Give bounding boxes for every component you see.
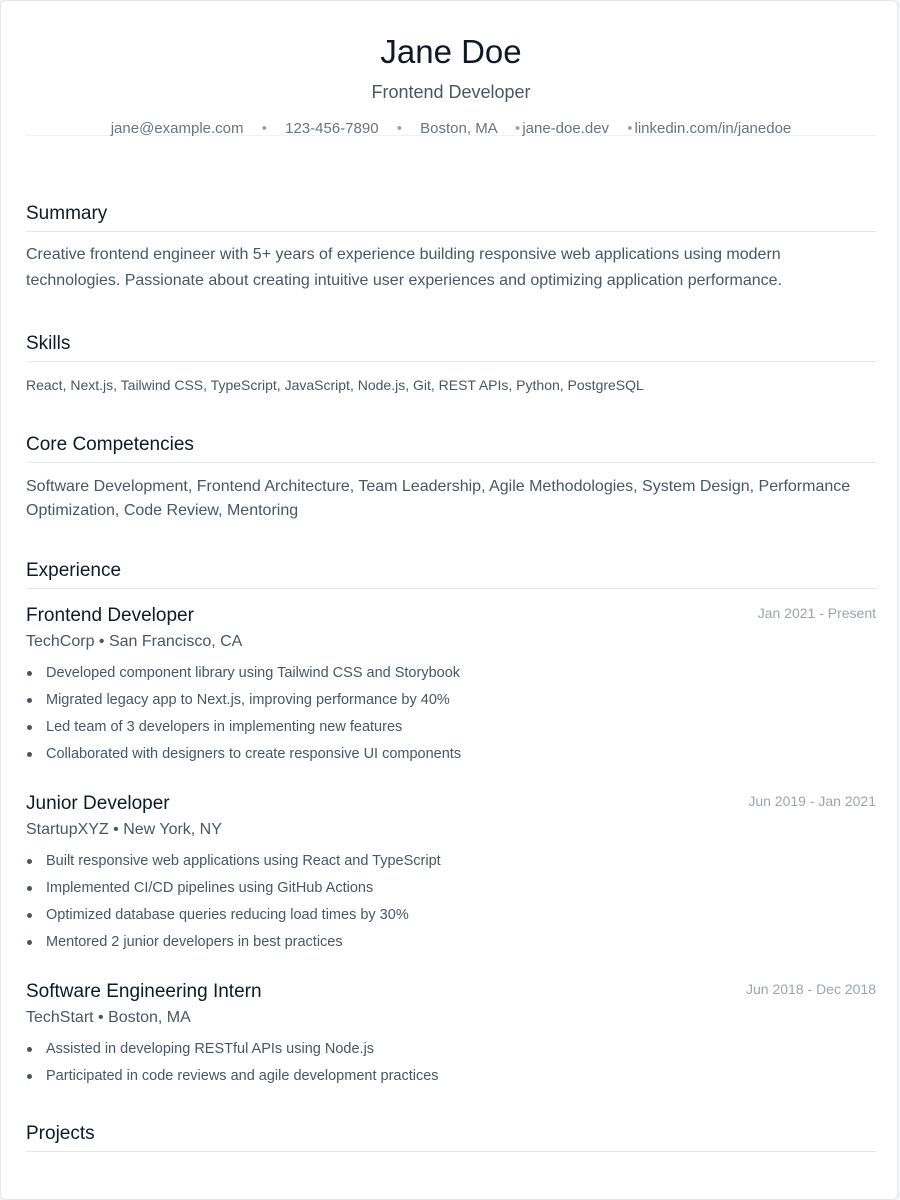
bullet-item — [26, 660, 876, 687]
bullet-text: Collaborated with designers to create responsive UI components — [46, 746, 462, 762]
bullet-dot — [27, 940, 32, 945]
section-title: Skills — [26, 331, 876, 362]
section-title: Experience — [26, 558, 876, 589]
bullet-text: Built responsive web applications using React and TypeScript — [46, 853, 441, 869]
bullet-item — [26, 1063, 876, 1090]
contact-separator: • — [261, 120, 267, 137]
bullet-dot — [27, 698, 32, 703]
bullet-item — [26, 741, 876, 768]
section-title: Summary — [26, 201, 876, 232]
competencies-text: Software Development, Frontend Architecture, Team Leadership, Agile Methodologies, System Design, Performance Optimization, Code Review, Mentoring — [26, 478, 851, 519]
candidate-name: Jane Doe — [380, 33, 522, 70]
job-title: Frontend Developer — [26, 605, 194, 626]
bullet-text: Implemented CI/CD pipelines using GitHub Actions — [46, 880, 374, 896]
bullet-dot — [27, 1074, 32, 1079]
bullet-dot — [27, 1047, 32, 1052]
job-bullets — [26, 660, 876, 768]
job-company: TechStart • Boston, MA — [26, 1009, 191, 1026]
bullet-item — [26, 929, 876, 956]
job-dates: Jan 2021 - Present — [757, 605, 876, 621]
skills-section — [26, 331, 876, 396]
competencies-section — [26, 432, 876, 523]
contact-separator: • — [627, 120, 633, 137]
contact-separator: • — [515, 120, 521, 137]
skills-text: React, Next.js, Tailwind CSS, TypeScript, JavaScript, Node.js, Git, REST APIs, Python, PostgreSQL — [26, 377, 644, 393]
bullet-dot — [27, 752, 32, 757]
experience-section — [26, 558, 876, 589]
contact-line — [26, 119, 876, 139]
job-dates: Jun 2018 - Dec 2018 — [746, 981, 876, 997]
resume-header — [26, 1, 876, 136]
job-bullets — [26, 848, 876, 956]
bullet-text: Led team of 3 developers in implementing new features — [46, 719, 403, 735]
bullet-item — [26, 848, 876, 875]
bullet-text: Developed component library using Tailwind CSS and Storybook — [46, 665, 461, 681]
job-dates: Jun 2019 - Jan 2021 — [748, 793, 876, 809]
bullet-item — [26, 687, 876, 714]
bullet-dot — [27, 859, 32, 864]
bullet-dot — [27, 913, 32, 918]
bullet-dot — [27, 671, 32, 676]
contact-separator: • — [396, 120, 402, 137]
job-title: Software Engineering Intern — [26, 981, 262, 1002]
bullet-item — [26, 875, 876, 902]
contact-email[interactable]: jane@example.com — [110, 120, 244, 137]
section-title: Core Competencies — [26, 432, 876, 463]
section-title: Projects — [26, 1121, 876, 1152]
bullet-item — [26, 902, 876, 929]
bullet-text: Participated in code reviews and agile development practices — [46, 1068, 439, 1084]
summary-section — [26, 201, 876, 294]
contact-phone[interactable]: 123-456-7890 — [285, 120, 379, 137]
job-title: Junior Developer — [26, 793, 170, 814]
resume-content — [26, 1, 876, 1144]
contact-website[interactable]: jane-doe.dev — [522, 120, 610, 137]
job-entry — [26, 603, 876, 768]
bullet-text: Assisted in developing RESTful APIs using Node.js — [46, 1041, 375, 1057]
bullet-text: Optimized database queries reducing load times by 30% — [46, 907, 409, 923]
summary-text: Creative frontend engineer with 5+ years of experience building responsive web applications using modern technologies. Passionate about creating intuitive user experiences and optimizing application performance. — [26, 246, 783, 289]
bullet-dot — [27, 725, 32, 730]
bullet-item — [26, 714, 876, 741]
bullet-item — [26, 1036, 876, 1063]
job-company: TechCorp • San Francisco, CA — [26, 633, 243, 650]
contact-location: Boston, MA — [420, 120, 497, 137]
bullet-dot — [27, 886, 32, 891]
candidate-role: Frontend Developer — [371, 82, 531, 102]
projects-section — [26, 1121, 876, 1152]
job-bullets — [26, 1036, 876, 1090]
contact-linkedin[interactable]: linkedin.com/in/janedoe — [634, 120, 792, 137]
job-entry — [26, 791, 876, 956]
bullet-text: Mentored 2 junior developers in best practices — [46, 934, 343, 950]
bullet-text: Migrated legacy app to Next.js, improving performance by 40% — [46, 692, 450, 708]
job-company: StartupXYZ • New York, NY — [26, 821, 222, 838]
job-entry — [26, 979, 876, 1090]
